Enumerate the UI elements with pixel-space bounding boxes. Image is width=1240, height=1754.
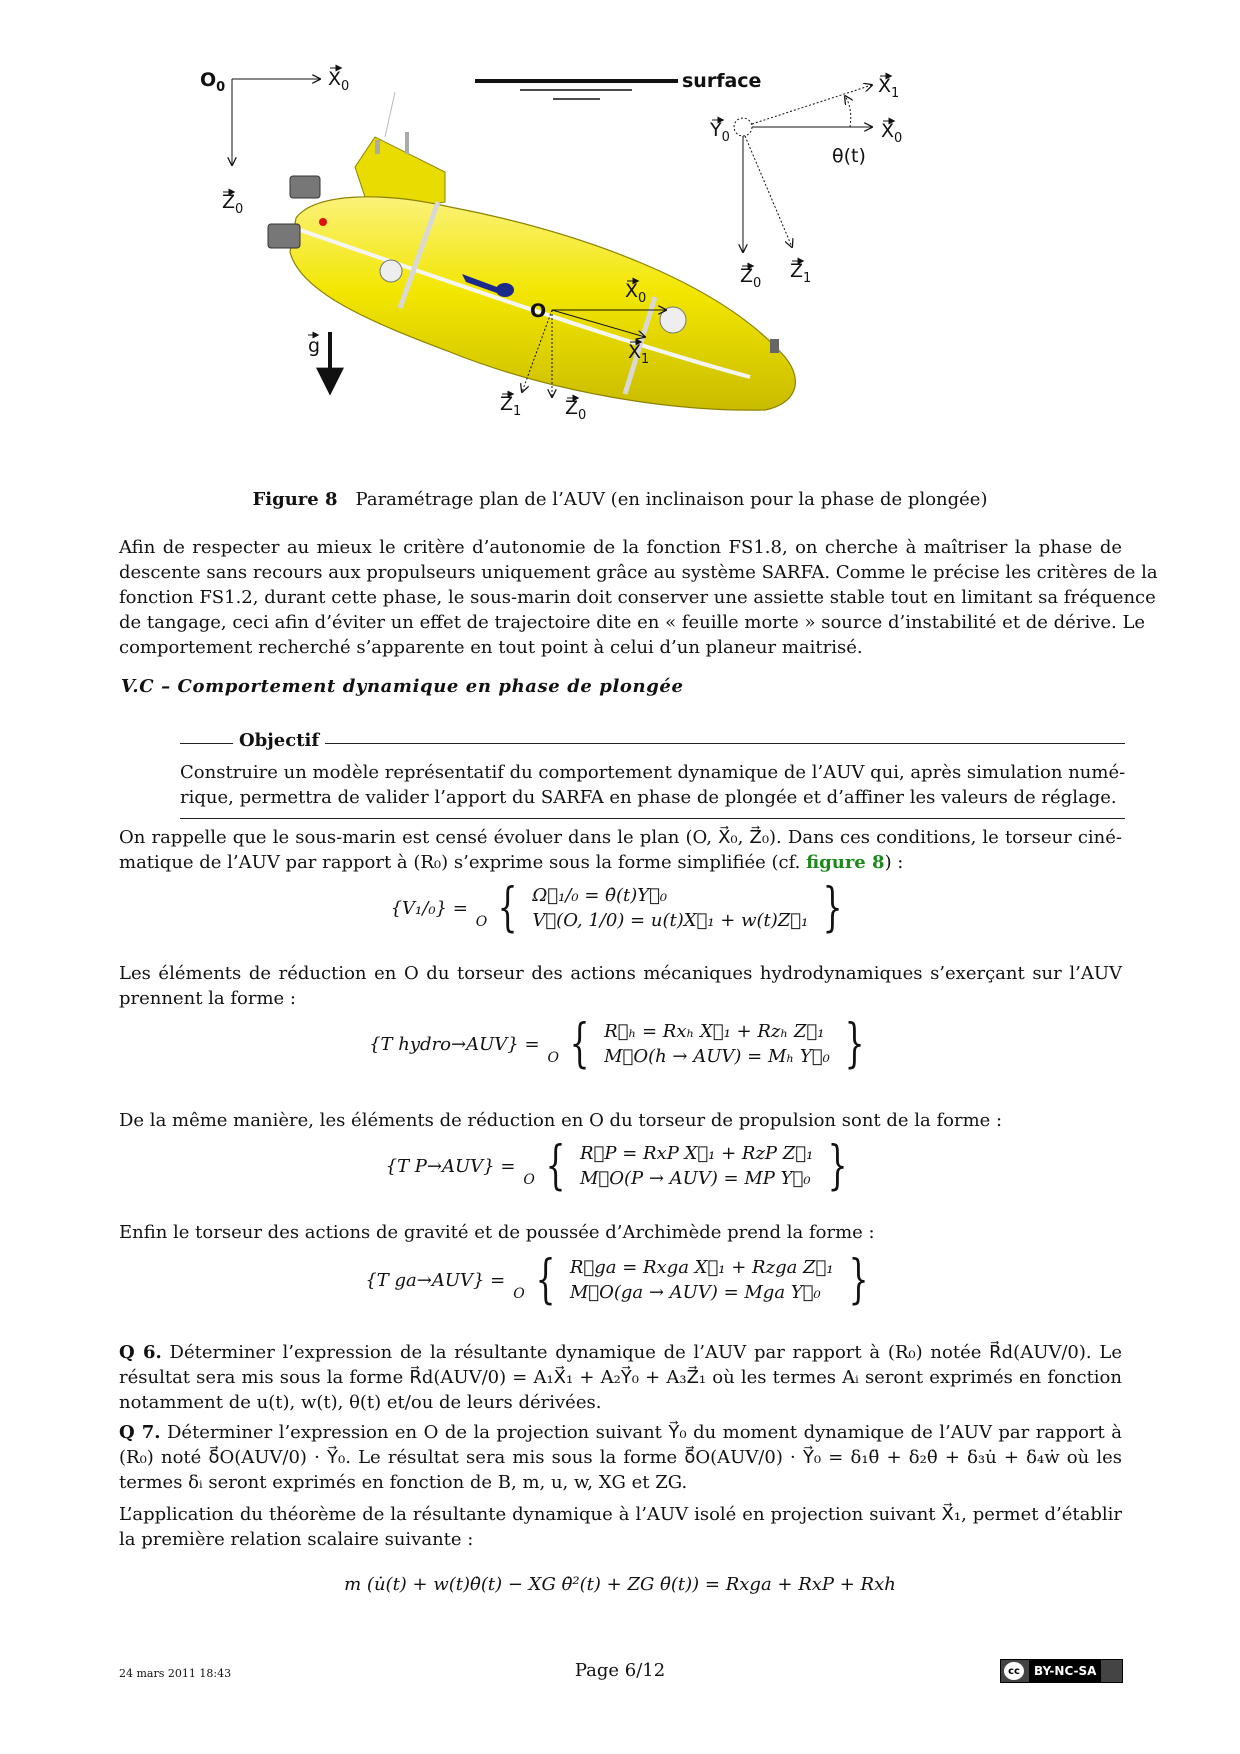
text-line: De la même manière, les éléments de réduction en O du torseur de propulsion sont de la forme : bbox=[119, 1110, 1003, 1131]
objective-text bbox=[180, 760, 1125, 810]
label-z0-right: $Z_0$ bbox=[740, 265, 762, 291]
text-line: Les éléments de réduction en O du torseur des actions mécaniques hydrodynamiques s’exerçant sur l’AUV bbox=[119, 963, 1122, 984]
label-x1-right: $X_1$ bbox=[878, 75, 900, 101]
text-line: la première relation scalaire suivante : bbox=[119, 1529, 474, 1550]
objective-rule-bottom bbox=[180, 818, 1125, 819]
footer-date: 24 mars 2011 18:43 bbox=[119, 1667, 232, 1680]
gravity-paragraph bbox=[119, 1220, 1122, 1245]
text-line: prennent la forme : bbox=[119, 988, 296, 1009]
equation-hydro-torseur: {T hydro→AUV} = O { R⃗ₕ = Rxₕ X⃗₁ + Rzₕ Z⃗₁ M⃗O(h → AUV) = Mₕ Y⃗₀ } bbox=[369, 1014, 865, 1074]
text-line: Enfin le torseur des actions de gravité et de poussée d’Archimède prend la forme : bbox=[119, 1222, 875, 1243]
text-line: de tangage, ceci afin d’éviter un effet de trajectoire dite en « feuille morte » source d’instabilité et de dérive. Le bbox=[119, 612, 1146, 633]
label-x1-center: $X_1$ bbox=[628, 341, 650, 367]
equation-scalar-relation: m (u̇(t) + w(t)θ̇(t) − XG θ̇²(t) + ZG θ̈(t)) = Rxga + RxP + Rxh bbox=[344, 1574, 896, 1595]
text-line: matique de l’AUV par rapport à (R₀) s’exprime sous la forme simplifiée (cf. figure 8) : bbox=[119, 852, 904, 873]
theorem-paragraph bbox=[119, 1502, 1122, 1552]
intro-paragraph bbox=[119, 535, 1158, 660]
label-g: g bbox=[308, 335, 321, 357]
label-z1-center: $Z_1$ bbox=[500, 393, 522, 419]
label-z1-right: $Z_1$ bbox=[790, 260, 812, 286]
label-y0-right: $Y_0$ bbox=[710, 119, 730, 145]
text-line: L’application du théorème de la résultante dynamique à l’AUV isolé en projection suivant X⃗₁, permet d’établir bbox=[119, 1504, 1122, 1525]
auv-diagram bbox=[200, 52, 1060, 477]
section-title: V.C – Comportement dynamique en phase de plongée bbox=[121, 676, 684, 697]
text-line: Q 7. Déterminer l’expression en O de la projection suivant Y⃗₀ du moment dynamique de l’AUV par rapport à bbox=[119, 1422, 1122, 1443]
text-line: Construire un modèle représentatif du comportement dynamique de l’AUV qui, après simulation numé- bbox=[180, 762, 1126, 783]
text-line: résultat sera mis sous la forme R⃗d(AUV/0) = A₁X⃗₁ + A₂Y⃗₀ + A₃Z⃗₁ où les termes Aᵢ seront exprimés en fonction bbox=[119, 1367, 1122, 1388]
figure-caption-text: Paramétrage plan de l’AUV (en inclinaison pour la phase de plongée) bbox=[355, 489, 988, 510]
label-o-center: O bbox=[530, 300, 547, 322]
objective-title: Objectif bbox=[233, 730, 325, 751]
kinematic-paragraph bbox=[119, 825, 1122, 875]
text-line: fonction FS1.2, durant cette phase, le sous-marin doit conserver une assiette stable tout en limitant sa fréquence bbox=[119, 587, 1156, 608]
question-label: Q 7. bbox=[119, 1422, 161, 1443]
label-x0-center: $X_0$ bbox=[625, 280, 647, 306]
text-line: notamment de u(t), w(t), θ(t) et/ou de leurs dérivées. bbox=[119, 1392, 602, 1413]
text-line: descente sans recours aux propulseurs uniquement grâce au système SARFA. Comme le précise les critères de la bbox=[119, 562, 1158, 583]
footer-page-number: Page 6/12 bbox=[574, 1660, 666, 1681]
figure-auv-parametrization bbox=[200, 52, 1060, 477]
y0-axis-circle bbox=[734, 118, 752, 136]
hydro-paragraph bbox=[119, 961, 1122, 1011]
x1-axis-right bbox=[752, 85, 872, 124]
figure-caption bbox=[0, 489, 1240, 510]
question-label: Q 6. bbox=[119, 1342, 162, 1363]
text-line: Afin de respecter au mieux le critère d’autonomie de la fonction FS1.8, on cherche à maîtriser la phase de bbox=[119, 537, 1122, 558]
license-text: BY-NC-SA bbox=[1029, 1660, 1101, 1682]
label-z0-topleft: $Z_0$ bbox=[222, 191, 244, 217]
label-x0-right: $X_0$ bbox=[881, 120, 903, 146]
equation-propulsion-torseur: {T P→AUV} = O { R⃗P = RxP X⃗₁ + RzP Z⃗₁ M⃗O(P → AUV) = MP Y⃗₀ } bbox=[385, 1136, 848, 1196]
label-z0-center: $Z_0$ bbox=[565, 397, 587, 423]
label-surface: surface bbox=[682, 70, 762, 92]
text-line: Q 6. Déterminer l’expression de la résultante dynamique de l’AUV par rapport à (R₀) notée R⃗d(AUV/0). Le bbox=[119, 1342, 1122, 1363]
text-line: rique, permettra de valider l’apport du SARFA en phase de plongée et d’affiner les valeurs de réglage. bbox=[180, 787, 1117, 808]
label-o0: $O_0$ bbox=[200, 69, 226, 95]
equation-kinematic-torseur: {V₁/₀} = O { Ω⃗₁/₀ = θ̇(t)Y⃗₀ V⃗(O, 1/0) = u(t)X⃗₁ + w(t)Z⃗₁ } bbox=[390, 878, 843, 938]
figure-caption-label: Figure 8 bbox=[252, 489, 338, 510]
text-line: termes δᵢ seront exprimés en fonction de B, m, u, w, XG et ZG. bbox=[119, 1472, 688, 1493]
cc-icon: cc bbox=[1004, 1662, 1024, 1680]
figure-link[interactable]: figure 8 bbox=[806, 852, 885, 873]
text-line: comportement recherché s’apparente en tout point à celui d’un planeur maitrisé. bbox=[119, 637, 863, 658]
question-6 bbox=[119, 1340, 1122, 1415]
label-x0-topleft: $X_0$ bbox=[328, 68, 350, 94]
license-badge[interactable] bbox=[1000, 1659, 1123, 1683]
propulsion-paragraph bbox=[119, 1108, 1122, 1133]
label-theta: θ(t) bbox=[832, 145, 866, 167]
text-line: On rappelle que le sous-marin est censé évoluer dans le plan (O, X⃗₀, Z⃗₀). Dans ces conditions, le torseur ciné- bbox=[119, 827, 1122, 848]
text-line: (R₀) noté δ⃗O(AUV/0) · Y⃗₀. Le résultat sera mis sous la forme δ⃗O(AUV/0) · Y⃗₀ = δ₁θ̈ + δ₂θ̇ + δ₃u̇ + δ₄ẇ où les bbox=[119, 1447, 1122, 1468]
z1-axis-right bbox=[745, 136, 792, 247]
equation-gravity-torseur: {T ga→AUV} = O { R⃗ga = Rxga X⃗₁ + Rzga Z⃗₁ M⃗O(ga → AUV) = Mga Y⃗₀ } bbox=[365, 1250, 869, 1310]
question-7 bbox=[119, 1420, 1122, 1495]
